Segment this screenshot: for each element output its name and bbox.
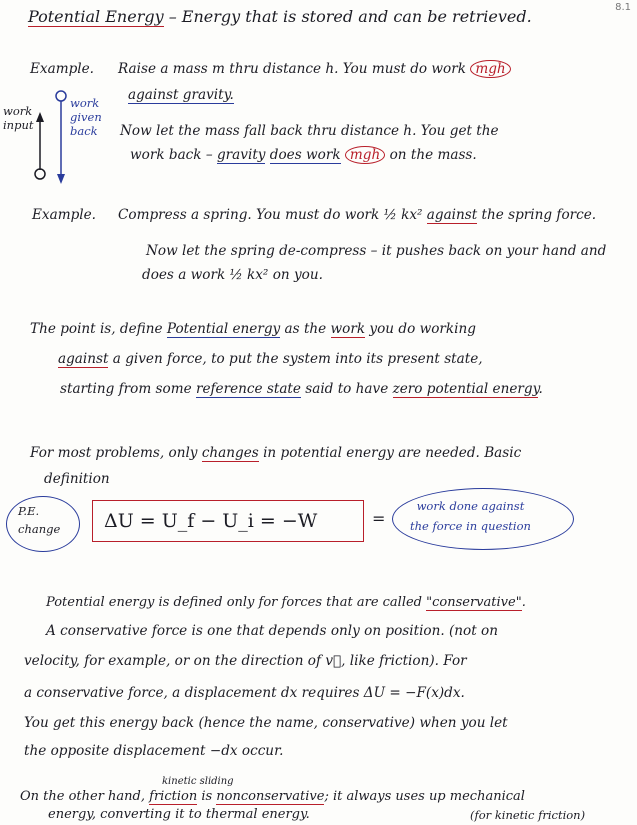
cons-line3: velocity, for example, or on the direction of v⃗, like friction). For (24, 653, 467, 669)
example2-line1: Compress a spring. You must do work ½ kx² against the spring force. (118, 207, 597, 223)
point-line1: The point is, define Potential energy as the work you do working (30, 321, 476, 337)
conservative-term: "conservative" (426, 595, 522, 610)
example1-label: Example. (30, 61, 94, 77)
example2-line3: does a work ½ kx² on you. (142, 267, 323, 283)
point-line3: starting from some reference state said to have zero potential energy. (60, 381, 543, 397)
title-definition: – Energy that is stored and can be retrieved. (163, 7, 532, 26)
cons-line5: You get this energy back (hence the name, conservative) when you let (24, 715, 508, 731)
example1-line1: Raise a mass m thru distance h. You must do work mgh (118, 60, 511, 78)
delta-u-equation: ΔU = U_f − U_i = −W (104, 510, 318, 532)
page-number: 8.1 (615, 2, 631, 13)
example2-line2: Now let the spring de-compress – it pushes back on your hand and (146, 243, 607, 259)
changes-line1: For most problems, only changes in potential energy are needed. Basic (30, 445, 522, 461)
cons-line1: Potential energy is defined only for forces that are called "conservative". (46, 595, 526, 610)
potential-energy-term: Potential energy (166, 321, 281, 337)
friction-line2: energy, converting it to thermal energy. (48, 807, 310, 822)
work-done-against-text: work done against the force in question (410, 499, 531, 533)
mgh-circled: mgh (470, 60, 510, 78)
cons-line4: a conservative force, a displacement dx requires ΔU = −F(x)dx. (24, 685, 465, 701)
work-given-back-label: work given back (70, 96, 102, 138)
friction-line1: On the other hand, friction is nonconservative; it always uses up mechanical (20, 789, 525, 804)
example1-line3: Now let the mass fall back thru distance h. You get the (120, 123, 499, 139)
work-input-label: work input (3, 104, 34, 132)
example1-line4: work back – gravity does work mgh on the mass. (130, 147, 477, 163)
example1-line2: against gravity. (128, 87, 234, 103)
changes-line2: definition (44, 471, 110, 487)
pe-change-label: P.E. change (18, 504, 61, 536)
cons-line2: A conservative force is one that depends only on position. (not on (46, 623, 498, 639)
friction-note: (for kinetic friction) (470, 808, 586, 822)
kinetic-sliding-annotation: kinetic sliding (162, 776, 234, 787)
point-line2: against a given force, to put the system into its present state, (58, 351, 483, 367)
cons-line6: the opposite displacement −dx occur. (24, 743, 284, 759)
equals-sign: = (372, 509, 386, 528)
page-title: Potential Energy (28, 7, 164, 26)
example2-label: Example. (32, 207, 96, 223)
mgh-circled-2: mgh (345, 146, 385, 164)
